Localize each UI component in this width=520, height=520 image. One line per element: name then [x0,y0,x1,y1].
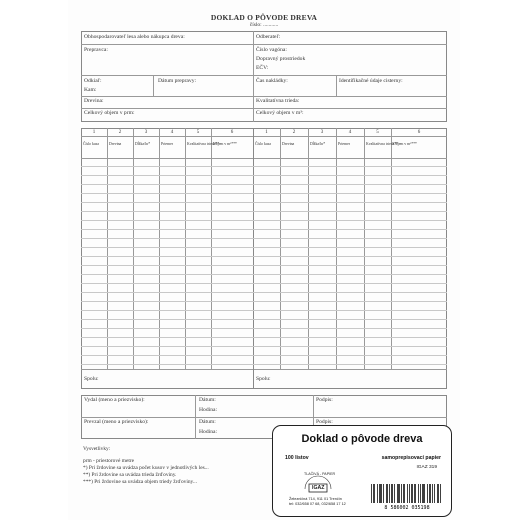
explanation-1: prm - priestorové metre [83,458,135,464]
label-prevzal: Prevzal (meno a priezvisko): [84,419,149,425]
column-number-right-1: 1 [265,130,268,135]
pad-cover-label [272,425,452,517]
column-number-right-5: 5 [376,130,379,135]
explanation-2: *) Pri žrdovine sa uvádza počet kusov v jednotlivých les... [83,465,209,471]
column-number-right-6: 6 [417,130,421,135]
table-row-line [81,364,447,365]
column-header-right-5: Kvalitatívna trieda** [366,142,399,146]
table-row-line [81,220,447,221]
igaz-logo [301,467,335,497]
table-row-line [81,355,447,356]
table-row-line [81,256,447,257]
logo-arc-text: TLAČIVÁ - PAPIER [304,472,336,476]
column-header-left-1: Číslo kusa [83,142,99,146]
column-number-left-6: 6 [230,130,234,135]
form-title: DOKLAD O PÔVODE DREVA [210,13,318,22]
table-row-line [81,310,447,311]
column-header-right-4: Priemer [338,142,351,146]
logo-brand: IGAZ [312,485,325,491]
table-row-line [81,265,447,266]
table-row-line [81,283,447,284]
column-header-right-1: Číslo kusa [255,142,271,146]
table-row-line [81,184,447,185]
label-kvalitativna: Kvalitatívna trieda: [256,98,300,104]
table-row-line [81,337,447,338]
table-row-line [81,328,447,329]
column-number-right-2: 2 [292,130,296,135]
label-podpis-1: Podpis: [316,397,333,403]
explanation-3: **) Pri žrdovine sa uvádza trieda žrďoviny. [83,472,177,478]
form-number: číslo: ........... [249,22,279,28]
column-header-right-2: Drevina [282,142,295,146]
cover-title: Doklad o pôvode dreva [301,433,423,445]
column-number-left-2: 2 [118,130,122,135]
paper-type: samoprepisovací papier [381,455,441,461]
table-row-line [81,193,447,194]
label-vydal: Vydal (meno a priezvisko): [84,397,145,403]
label-cislo-vagona: Číslo vagóna: [256,47,287,53]
label-identifikacne: Identifikačné údaje cisterny: [339,78,403,84]
table-row-line [81,319,447,320]
label-celkovy-m3: Celkový objem v m³: [256,110,304,116]
label-drevina: Drevina: [84,98,104,104]
column-number-left-4: 4 [170,130,174,135]
label-odkial: Odkiaľ: [84,78,102,84]
column-header-right-6: Objem v m³*** [393,142,417,146]
table-row-line [81,175,447,176]
barcode-number: 8 586002 035198 [384,505,430,510]
address-line-2: tel: 032/658 07 68, 032/658 17 12 [289,501,346,506]
table-row-line [81,166,447,167]
column-header-left-6: Objem v m³*** [213,142,237,146]
label-celkovy-prm: Celkový objem v prm: [84,110,135,116]
data-table [81,128,447,389]
column-number-right-3: 3 [320,130,324,135]
column-number-right-4: 4 [348,130,352,135]
table-row-line [81,229,447,230]
table-row-line [81,301,447,302]
label-podpis-2: Podpis: [316,419,333,425]
label-datum-2: Dátum: [199,419,216,425]
table-row-line [81,292,447,293]
table-row-line [81,211,447,212]
company-address [289,497,346,507]
column-header-left-5: Kvalitatívna trieda** [187,142,220,146]
column-header-left-2: Drevina [109,142,122,146]
table-row-line [81,202,447,203]
column-header-right-3: Dĺžka/hr* [310,142,326,146]
column-number-left-1: 1 [92,130,96,135]
label-spolu-left: Spolu: [84,376,99,382]
label-hodina-2: Hodina: [199,429,218,435]
explanations-title: Vysvetlivky: [83,446,111,452]
column-header-left-3: Dĺžka/hr* [135,142,151,146]
label-datum-1: Dátum: [199,397,216,403]
table-row-line [81,346,447,347]
label-kam: Kam: [84,87,97,93]
label-dopravny: Dopravný prostriedok [256,56,306,62]
column-number-left-3: 3 [144,130,148,135]
product-code: IGAZ 319 [416,465,437,470]
column-header-left-4: Priemer [161,142,174,146]
label-hodina-1: Hodina: [199,407,218,413]
explanation-4: ***) Pri žrdovine sa uvádza objem triedy žrďoviny... [83,479,197,485]
label-spolu-right: Spolu: [256,376,271,382]
column-number-left-5: 5 [196,130,200,135]
table-row-line [81,247,447,248]
label-obhospodarovatel: Obhospodarovateľ lesa alebo nákupca dreva: [84,34,185,40]
sheet-count: 100 listov [285,455,309,461]
label-datum-prepravy: Dátum prepravy: [158,78,197,84]
label-cas-nakladky: Čas nakládky: [256,78,288,84]
table-row-line [81,238,447,239]
label-ecv: EČV: [256,65,269,71]
table-row-line [81,274,447,275]
barcode [369,484,445,510]
label-prepravca: Prepravca: [84,47,108,53]
address-line-1: Železničná 714, 911 01 Trenčín [289,497,342,501]
label-odberatel: Odberateľ: [256,34,281,40]
